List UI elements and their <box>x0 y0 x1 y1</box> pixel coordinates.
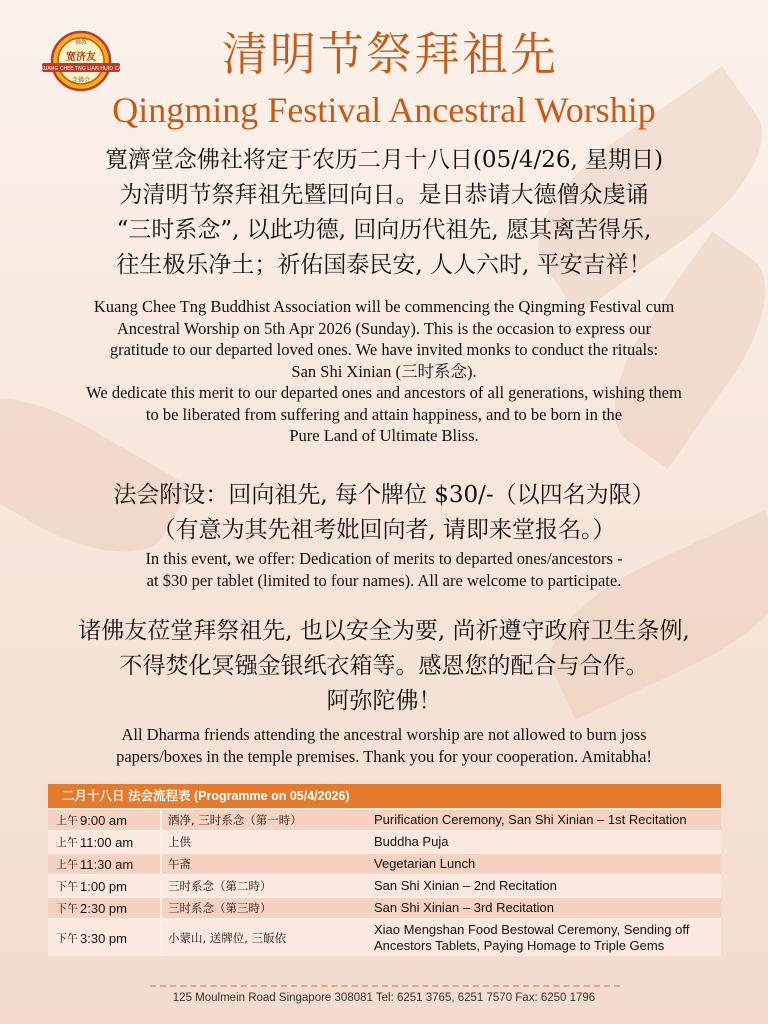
table-row <box>48 896 721 918</box>
intro-english-line: Pure Land of Ultimate Bliss. <box>289 426 479 445</box>
offer-chinese-line: 法会附设：回向祖先, 每个牌位 $30/-（以四名为限） <box>113 482 655 508</box>
intro-english-line: Kuang Chee Tng Buddhist Association will be commencing the Qingming Festival cum <box>93 297 675 316</box>
footer-address: 125 Moulmein Road Singapore 308081 Tel: 6251 3765, 6251 7570 Fax: 6250 1796 <box>172 992 596 1004</box>
time-period: 上午 <box>56 858 78 871</box>
association-logo <box>40 30 122 92</box>
programme-rows <box>48 808 721 956</box>
activity-english: Vegetarian Lunch <box>374 856 476 871</box>
notice-chinese-line: 不得焚化冥镪金银纸衣箱等。感恩您的配合与合作。 <box>119 653 649 679</box>
logo-top-text: 佛教 <box>74 39 88 46</box>
table-row <box>48 918 721 956</box>
intro-chinese-line: 寛濟堂念佛社将定于农历二月十八日(05/4/26, 星期日) <box>104 147 664 173</box>
offer-english-line: at $30 per tablet (limited to four names). All are welcome to participate. <box>146 570 622 590</box>
programme-table <box>48 784 721 956</box>
time-cell <box>48 810 160 830</box>
logo-banner-text: KUANG CHEE TNG LIAN HUID CA <box>40 66 122 72</box>
time-cell <box>48 832 160 852</box>
time-period: 下午 <box>56 932 78 945</box>
logo-bottom-text: 念佛会 <box>71 77 91 84</box>
notice-chinese-line: 阿弥陀佛！ <box>326 688 442 714</box>
activity-chinese: 三时系念（第二時） <box>160 876 370 896</box>
time-period: 上午 <box>56 814 78 827</box>
intro-english <box>6 296 762 447</box>
time-period: 上午 <box>56 836 78 849</box>
activity-chinese: 洒净, 三时系念（第一時） <box>160 810 370 830</box>
notice-chinese <box>20 614 748 719</box>
intro-english-line: We dedicate this merit to our departed ones and ancestors of all generations, wishing them <box>86 383 682 402</box>
table-row <box>48 808 721 830</box>
logo-name-text: 宽济友 <box>66 52 96 63</box>
offer-chinese <box>20 478 748 548</box>
activity-chinese: 小蒙山, 送牌位, 三皈依 <box>160 920 370 956</box>
intro-chinese-line: “三时系念”, 以此功德, 回向历代祖先, 愿其离苦得乐, <box>116 217 652 243</box>
notice-english-line: All Dharma friends attending the ancestral worship are not allowed to burn joss <box>121 725 647 744</box>
time-cell <box>48 898 160 918</box>
activity-english: San Shi Xinian – 3rd Recitation <box>374 900 554 915</box>
activity-chinese: 三时系念（第三時） <box>160 898 370 918</box>
programme-header-english: (Programme on 05/4/2026) <box>193 789 350 803</box>
time-value: 1:00 pm <box>80 878 127 894</box>
notice-english <box>6 724 762 767</box>
table-row <box>48 874 721 896</box>
notice-chinese-line: 诸佛友莅堂拜祭祖先, 也以安全为要, 尚祈遵守政府卫生条例, <box>78 618 690 644</box>
time-cell <box>48 920 160 956</box>
time-cell <box>48 854 160 874</box>
time-value: 2:30 pm <box>80 900 127 916</box>
table-row <box>48 830 721 852</box>
notice-english-line: papers/boxes in the temple premises. Thank you for your cooperation. Amitabha! <box>116 746 652 766</box>
activity-english: San Shi Xinian – 2nd Recitation <box>374 878 557 893</box>
time-value: 11:00 am <box>80 834 134 850</box>
offer-english <box>6 548 762 591</box>
time-period: 下午 <box>56 880 78 893</box>
page-title-chinese: 清明节祭拜祖先 <box>222 27 558 81</box>
footer-divider <box>150 985 620 987</box>
activity-english: Buddha Puja <box>374 834 449 849</box>
programme-header-chinese: 二月十八日 法会流程表 <box>62 789 191 803</box>
time-period: 下午 <box>56 902 78 915</box>
activity-chinese: 上供 <box>160 832 370 852</box>
time-value: 9:00 am <box>80 812 127 828</box>
time-value: 11:30 am <box>80 856 134 872</box>
intro-chinese-line: 为清明节祭拜祖先暨回向日。是日恭请大德僧众虔诵 <box>119 182 649 208</box>
offer-chinese-line: （有意为其先祖考妣回向者, 请即来堂报名。） <box>152 517 616 543</box>
intro-chinese-line: 往生极乐净土；祈佑国泰民安, 人人六时, 平安吉祥！ <box>116 252 652 278</box>
intro-english-line: Ancestral Worship on 5th Apr 2026 (Sunday). This is the occasion to express our <box>116 318 652 338</box>
activity-chinese: 午斋 <box>160 854 370 874</box>
intro-english-line: gratitude to our departed loved ones. We have invited monks to conduct the rituals: <box>109 340 659 359</box>
table-row <box>48 852 721 874</box>
intro-english-line: to be liberated from suffering and attain happiness, and to be born in the <box>145 404 623 424</box>
activity-english: Purification Ceremony, San Shi Xinian – 1st Recitation <box>374 812 687 827</box>
offer-english-line: In this event, we offer: Dedication of merits to departed ones/ancestors - <box>145 549 623 568</box>
intro-english-line: San Shi Xinian (三时系念). <box>291 361 477 381</box>
programme-header <box>48 784 721 808</box>
page-title-english: Qingming Festival Ancestral Worship <box>112 90 656 130</box>
intro-chinese <box>20 143 748 283</box>
time-value: 3:30 pm <box>80 930 127 946</box>
activity-english: Xiao Mengshan Food Bestowal Ceremony, Sending off Ancestors Tablets, Paying Homage to Triple Gems <box>374 922 690 953</box>
time-cell <box>48 876 160 896</box>
